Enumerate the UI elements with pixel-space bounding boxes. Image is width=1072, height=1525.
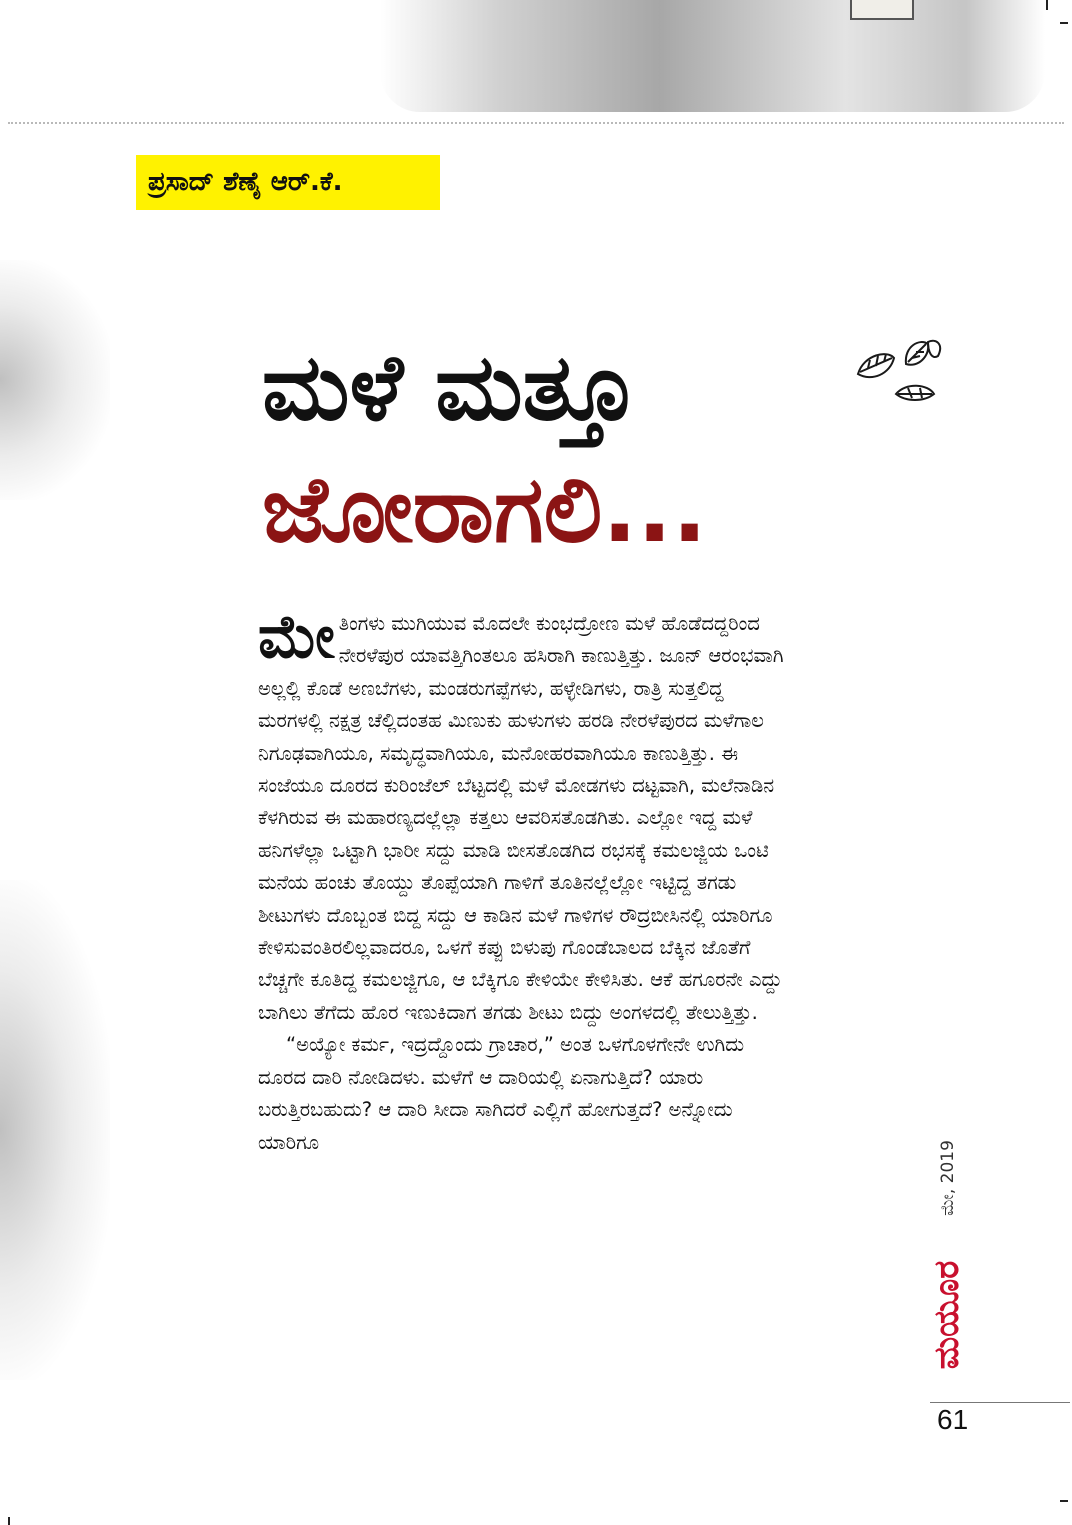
crop-mark-bottom-left — [8, 1517, 10, 1525]
crop-mark-right-lower — [1060, 1500, 1068, 1502]
margin-illustration-upper — [0, 260, 110, 500]
page-number: 61 — [937, 1404, 969, 1435]
crop-mark-top-right — [1046, 0, 1048, 10]
footer-rule — [930, 1402, 1070, 1403]
article-paragraph-text: ತಿಂಗಳು ಮುಗಿಯುವ ಮೊದಲೇ ಕುಂಭದ್ರೋಣ ಮಳೆ ಹೊಡೆದದ್ದರಿಂದ ನೇರಳೆಪುರ ಯಾವತ್ತಿಗಿಂತಲೂ ಹಸಿರಾಗಿ ಕಾಣುತ್ತಿತ್ತು. ಜೂನ್ ಆರಂಭವಾಗಿ ಅಲ್ಲಲ್ಲಿ ಕೊಡೆ ಅಣಬೆಗಳು, ಮಂಡರುಗಪ್ಪೆಗಳು, ಹಳ್ಳೇಡಿಗಳು, ರಾತ್ರಿ ಸುತ್ತಲಿದ್ದ ಮರಗಳಲ್ಲಿ ನಕ್ಷತ್ರ ಚೆಲ್ಲಿದಂತಹ ಮಿಣುಕು ಹುಳುಗಳು ಹರಡಿ ನೇರಳೆಪುರದ ಮಳೆಗಾಲ ನಿಗೂಢವಾಗಿಯೂ, ಸಮೃದ್ಧವಾಗಿಯೂ, ಮನೋಹರವಾಗಿಯೂ ಕಾಣುತ್ತಿತ್ತು. ಈ ಸಂಜೆಯೂ ದೂರದ ಕುರಿಂಜೆಲ್ ಬೆಟ್ಟದಲ್ಲಿ ಮಳೆ ಮೋಡಗಳು ದಟ್ಟವಾಗಿ, ಮಲೆನಾಡಿನ ಕೆಳಗಿರುವ ಈ ಮಹಾರಣ್ಯದಲ್ಲೆಲ್ಲಾ ಕತ್ತಲು ಆವರಿಸತೊಡಗಿತು. ಎಲ್ಲೋ ಇದ್ದ ಮಳೆ ಹನಿಗಳೆಲ್ಲಾ ಒಟ್ಟಾಗಿ ಭಾರೀ ಸದ್ದು ಮಾಡಿ ಬೀಸತೊಡಗಿದ ರಭಸಕ್ಕೆ ಕಮಲಜ್ಜಿಯ ಒಂಟಿ ಮನೆಯ ಹಂಚು ತೊಯ್ದು ತೊಪ್ಪೆಯಾಗಿ ಗಾಳಿಗೆ ತೂತಿನಲ್ಲೆಲ್ಲೋ ಇಟ್ಟಿದ್ದ ತಗಡು ಶೀಟುಗಳು ದೊಬ್ಬಂತ ಬಿದ್ದ ಸದ್ದು ಆ ಕಾಡಿನ ಮಳೆ ಗಾಳಿಗಳ ರೌದ್ರಬೀಸಿನಲ್ಲಿ ಯಾರಿಗೂ ಕೇಳಿಸುವಂತಿರಲಿಲ್ಲವಾದರೂ, ಒಳಗೆ ಕಪ್ಪು ಬಿಳುಪು ಗೊಂಡೆಬಾಲದ ಬೆಕ್ಕಿನ ಜೊತೆಗೆ ಬೆಚ್ಚಗೇ ಕೂತಿದ್ದ ಕಮಲಜ್ಜಿಗೂ, ಆ ಬೆಕ್ಕಿಗೂ ಕೇಳಿಯೇ ಕೇಳಿಸಿತು. ಆಕೆ ಹಗೂರನೇ ಎದ್ದು ಬಾಗಿಲು ತೆಗೆದು ಹೊರ ಇಣುಕಿದಾಗ ತಗಡು ಶೀಟು ಬಿದ್ದು ಅಂಗಳದಲ್ಲಿ ತೇಲುತ್ತಿತ್ತು. — [258, 612, 784, 1024]
article-paragraph — [258, 602, 788, 1029]
magazine-brand — [920, 1245, 974, 1385]
author-name: ಪ್ರಸಾದ್ ಶೆಣೈ ಆರ್.ಕೆ. — [148, 167, 343, 197]
article-body — [258, 602, 788, 1159]
header-divider — [8, 122, 1064, 124]
issue-date-text: ಮೇ, 2019 — [938, 1140, 959, 1216]
drop-cap: ಮೇ — [258, 602, 335, 672]
magazine-brand-text: ಮಯೂರ — [927, 1260, 967, 1370]
header-illustration — [380, 0, 1045, 112]
crop-mark-right-upper — [1060, 22, 1068, 24]
article-paragraph: “ಅಯ್ಯೋ ಕರ್ಮ, ಇದ್ರದ್ದೊಂದು ಗ್ರಾಚಾರ,” ಅಂತ ಒಳಗೊಳಗೇನೇ ಉಗಿದು ದೂರದ ದಾರಿ ನೋಡಿದಳು. ಮಳೆಗೆ ಆ ದಾರಿಯಲ್ಲಿ ಏನಾಗುತ್ತಿದೆ? ಯಾರು ಬರುತ್ತಿರಬಹುದು? ಆ ದಾರಿ ಸೀದಾ ಸಾಗಿದರೆ ಎಲ್ಲಿಗೆ ಹೋಗುತ್ತದೆ? ಅನ್ನೋದು ಯಾರಿಗೂ — [258, 1033, 745, 1154]
issue-date — [928, 1118, 968, 1238]
margin-illustration-lower — [0, 880, 110, 1380]
author-byline — [136, 155, 440, 210]
article-title-line-2: ಜೋರಾಗಲಿ... — [262, 456, 708, 563]
article-title-line-1: ಮಳೆ ಮತ್ತೂ — [262, 334, 638, 441]
leaf-doodle-icon — [850, 336, 950, 408]
